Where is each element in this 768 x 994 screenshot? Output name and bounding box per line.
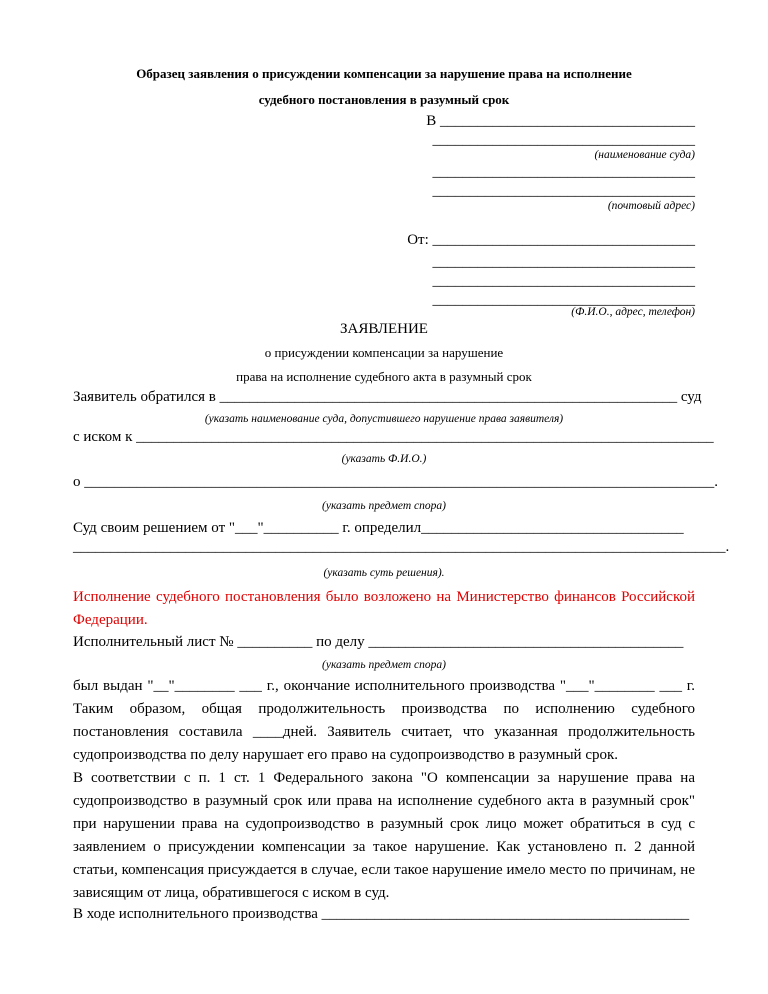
body-paragraph-1-line: был выдан "__"________ ___ г., окончание исполнительного производства "___"________ ___ г.	[73, 678, 695, 694]
body-paragraph-1-line: Таким образом, общая продолжительность производства по исполнению судебного	[73, 701, 695, 717]
statement-subheading-1: о присуждении компенсации за нарушение	[264, 345, 504, 360]
body-enforcement-line: В ходе исполнительного производства _________________________________________________	[73, 906, 690, 922]
body-decision-line-2: _______________________________________________________________________________________.	[73, 539, 730, 555]
body-paragraph-2-line: заявлением о присуждении компенсации за такое нарушение. Как установлено п. 2 данной	[73, 839, 695, 855]
body-writ-line: Исполнительный лист № __________ по делу __________________________________________	[73, 634, 684, 650]
document-title-line-2: судебного постановления в разумный срок	[258, 92, 510, 107]
sender-line-2: ___________________________________	[432, 254, 695, 270]
sender-line-4: ___________________________________	[432, 292, 695, 308]
sender-note: (Ф.И.О., адрес, телефон)	[571, 306, 695, 318]
body-defendant-line: с иском к _____________________________________________________________________________	[73, 429, 714, 445]
addressee-address-line-1: ___________________________________	[432, 164, 695, 180]
court-name-note: (наименование суда)	[594, 149, 695, 161]
body-court-line: Заявитель обратился в _____________________________________________________________ суд	[73, 389, 702, 405]
body-defendant-note: (указать Ф.И.О.)	[341, 453, 427, 465]
body-paragraph-2-line: В соответствии с п. 1 ст. 1 Федерального закона "О компенсации за нарушение права на	[73, 770, 695, 786]
sender-line: От: ___________________________________	[407, 232, 695, 248]
addressee-court-line-2: ___________________________________	[432, 132, 695, 148]
body-subject-line: о ____________________________________________________________________________________.	[73, 474, 718, 490]
body-writ-note: (указать предмет спора)	[322, 659, 446, 671]
body-ministry-line-2: Федерации.	[73, 612, 148, 628]
sender-line-3: ___________________________________	[432, 273, 695, 289]
body-decision-note: (указать суть решения).	[323, 567, 445, 579]
statement-subheading-2: права на исполнение судебного акта в разумный срок	[236, 369, 532, 384]
body-paragraph-2-line: судопроизводство в разумный срок или права на исполнение судебного акта в разумный срок"	[73, 793, 695, 809]
addressee-address-line-2: ___________________________________	[432, 183, 695, 199]
body-paragraph-1-line: судопроизводства по делу нарушает его право на судопроизводство в разумный срок.	[73, 747, 619, 763]
body-paragraph-2-line: зависящим от лица, обратившегося с иском в суд.	[73, 885, 390, 901]
body-court-note: (указать наименование суда, допустившего нарушение права заявителя)	[204, 413, 564, 425]
body-paragraph-2-line: при нарушении права на судопроизводство в разумный срок лицо может обратиться в суд с	[73, 816, 695, 832]
body-ministry-line-1: Исполнение судебного постановления было возложено на Министерство финансов Российской	[73, 589, 695, 605]
body-decision-line: Суд своим решением от "___"__________ г. определил___________________________________	[73, 520, 684, 536]
addressee-court-line: В __________________________________	[426, 113, 695, 129]
statement-heading: ЗАЯВЛЕНИЕ	[340, 321, 428, 337]
body-paragraph-2-line: статьи, компенсация присуждается в случае, если такое нарушение имело место по причинам, не	[73, 862, 695, 878]
postal-address-note: (почтовый адрес)	[607, 200, 695, 212]
document-title-line-1: Образец заявления о присуждении компенсации за нарушение права на исполнение	[136, 66, 632, 81]
body-subject-note: (указать предмет спора)	[322, 500, 446, 512]
body-paragraph-1-line: постановления составила ____дней. Заявитель считает, что указанная продолжительность	[73, 724, 695, 740]
